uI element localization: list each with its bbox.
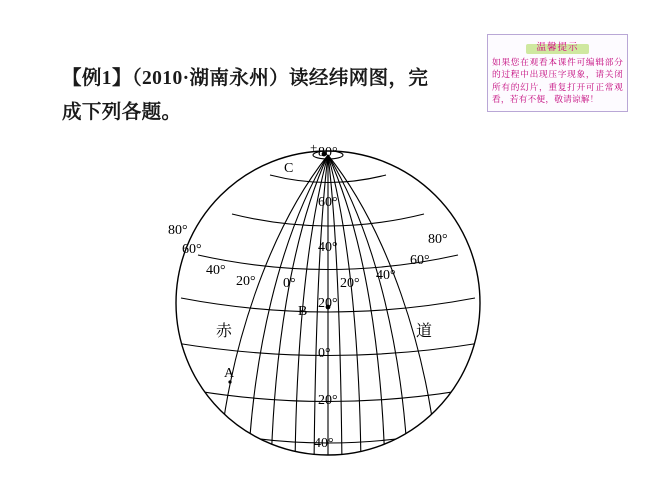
globe-figure bbox=[128, 128, 528, 478]
label-20n: 20° bbox=[318, 296, 338, 311]
equator-label-left: 赤 bbox=[216, 323, 233, 340]
tip-title-wrap bbox=[492, 38, 623, 56]
label-40s: 40° bbox=[314, 436, 334, 451]
label-40: 40° bbox=[318, 240, 338, 255]
tip-title: 温馨提示 bbox=[526, 44, 588, 54]
label-lon-60w: 60° bbox=[182, 242, 202, 257]
tip-body: 如果您在观看本课件可编辑部分的过程中出现压字现象，请关闭所有的幻片，重复打开可正常观看，若有不便，敬请谅解！ bbox=[492, 56, 623, 105]
question-text bbox=[62, 62, 462, 130]
label-0: 0° bbox=[318, 346, 331, 361]
label-80-top: 80° bbox=[318, 145, 338, 160]
label-lon-0: 0° bbox=[283, 276, 296, 291]
tip-box bbox=[487, 34, 628, 112]
label-lon-80w: 80° bbox=[168, 223, 188, 238]
label-lon-40e: 40° bbox=[376, 268, 396, 283]
point-b-label: B bbox=[298, 304, 308, 319]
question-line-1: 【例1】（2010·湖南永州）读经纬网图，完 bbox=[62, 68, 429, 89]
label-60: 60° bbox=[318, 195, 338, 210]
equator-label-right: 道 bbox=[416, 323, 433, 340]
label-lon-60e: 60° bbox=[410, 253, 430, 268]
question-line-2: 成下列各题。 bbox=[62, 102, 182, 124]
label-lon-40w: 40° bbox=[206, 263, 226, 278]
point-c-label: C bbox=[284, 161, 294, 176]
label-lon-20e: 20° bbox=[340, 276, 360, 291]
label-lon-80e: 80° bbox=[428, 232, 448, 247]
pole-plus-marker: + bbox=[310, 140, 318, 155]
label-lon-20w: 20° bbox=[236, 274, 256, 289]
point-a-label: A bbox=[224, 366, 235, 381]
label-20s: 20° bbox=[318, 393, 338, 408]
